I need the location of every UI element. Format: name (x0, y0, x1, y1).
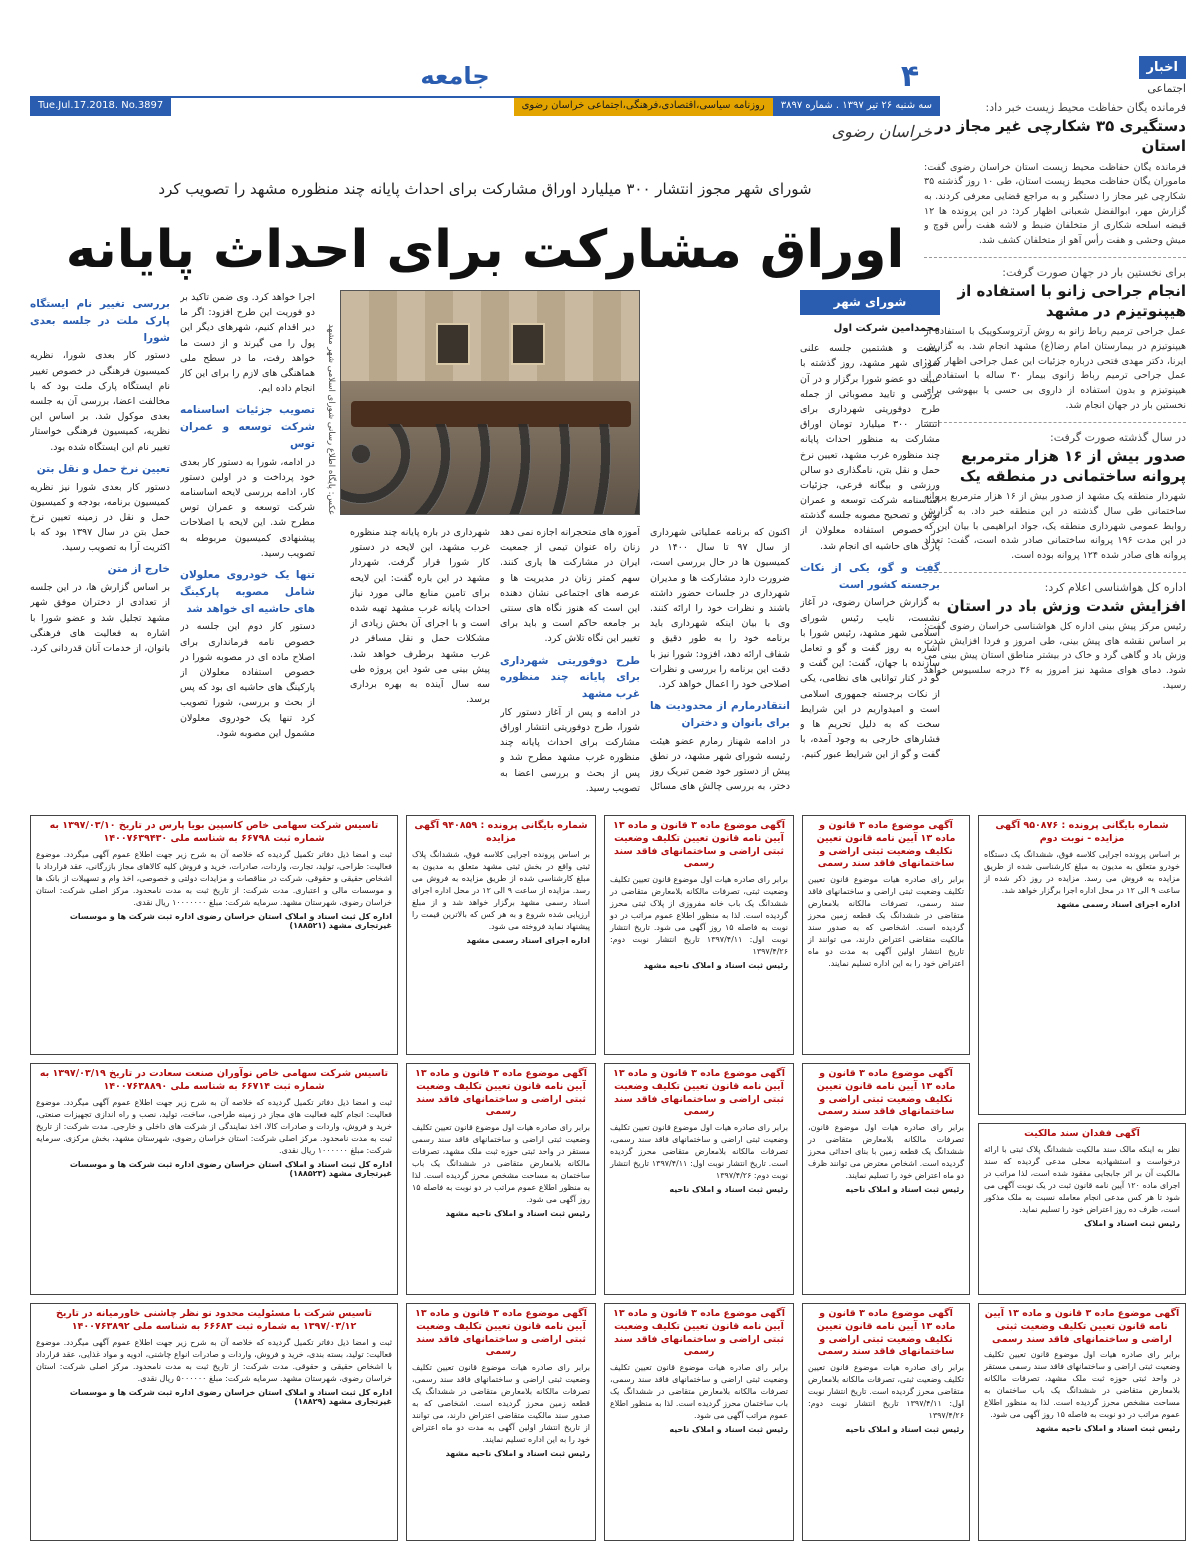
ad-title: تاسیس شرکت با مسئولیت محدود نو نظر چاشنی خاورمیانه در تاریخ ۱۳۹۷/۰۳/۱۲ به شماره ثبت ۶۶۶۸۳ به شناسه ملی ۱۴۰۰۷۶۳۸۹۲ (55, 1308, 372, 1332)
classified-ad (30, 1303, 398, 1541)
news-title: صدور بیش از ۱۶ هزار مترمربع پروانه ساختمانی در منطقه یک (959, 446, 1186, 485)
ad-footer: رئیس ثبت اسناد و املاک ناحیه (845, 1425, 964, 1435)
classified-ad (30, 815, 398, 1055)
side-section-tag: اخبار (1139, 56, 1187, 79)
ad-footer: اداره اجرای اسناد رسمی مشهد (1056, 899, 1180, 909)
classified-ad (604, 815, 794, 1055)
masthead (30, 56, 940, 151)
article-subhead: تنها یک خودروی معلولان شامل مصوبه پارکینگ های حاشیه ای خواهد شد (180, 569, 315, 615)
ad-footer: رئیس ثبت اسناد و املاک ناحیه (845, 1185, 964, 1195)
article-paragraph: به گزارش خراسان رضوی، در آغاز نشست، نایب رئیس شورای اسلامی شهر مشهد، رئیس شورا با اشاره به روز گفت و گو و تعامل سازنده با جهان، گفت: این گفت و گو در کنار توانایی های نظامی، یکی از نکات برجسته جمهوری اسلامی است و امیدواریم در این شرایط سخت که به دلیل تحریم ها و فشارهای خارجی به وجود آمده، با گفت و گو از این شرایط عبور کنیم. (800, 597, 940, 761)
ad-body: برابر رای صادره هیات موضوع قانون تعیین تکلیف وضعیت ثبتی اراضی و ساختمانهای فاقد سند رسمی، تصرفات مالکانه بلامعارض متقاضی در ششدانگ یک باب ساختمان محرز گردیده است. لذا به منظور اطلاع عموم مراتب آگهی می شود. (610, 1363, 788, 1421)
article-paragraph: در ادامه، شورا به دستور کار بعدی خود پرداخت و در اولین دستور کار، ادامه بررسی لایحه اساسنامه شرکت توسعه و عمران توس مطرح شد. این لایحه با اصلاحات پیشنهادی کمیسیون مربوطه به تصویب رسید. (180, 456, 315, 559)
ad-footer: رئیس ثبت اسناد و املاک ناحیه مشهد (643, 961, 788, 971)
article-subhead: تعیین نرخ حمل و نقل بتن (36, 462, 170, 475)
ad-body: برابر رای صادره هیات موضوع قانون تعیین تکلیف وضعیت ثبتی اراضی و ساختمانهای فاقد سند رسمی، تصرفات مالکانه بلامعارض متقاضی در ششدانگ یک قطعه زمین محرز گردیده است. اشخاصی که به صدور سند مالکیت متقاضی اعتراض دارند، می توانند از تاریخ انتشار اولین آگهی به مدت دو ماه اعتراض خود را به این اداره تسلیم نمایند. (412, 1363, 590, 1445)
main-headline: اوراق مشارکت برای احداث پایانه (65, 220, 905, 280)
article-paragraph: بیست و هشتمین جلسه علنی شورای شهر مشهد، روز گذشته با غیبت دو عضو شورا برگزار و در آن بررسی و تایید مصوباتی از جمله طرح دوفوریتی شهرداری برای انتشار ۳۰۰ میلیارد تومان اوراق مشارکت به منظور احداث پایانه چند منظوره غرب مشهد، تعیین نرخ حمل و نقل بتن، نامگذاری دو سالن ورزشی و بیگانه فرعی، جزئیات اساسنامه شرکت توسعه و عمران توس و تصحیح مصوبه جلسه گذشته در خصوص استفاده معلولان از پارک های حاشیه ای انجام شد. (800, 343, 940, 552)
ad-title: آگهی موضوع ماده ۳ قانون و ماده ۱۳ آیین نامه قانون تعیین تکلیف وضعیت ثبتی اراضی و ساختمانهای فاقد سند رسمی (613, 820, 785, 870)
divider (924, 422, 1186, 423)
ad-body: بر اساس پرونده اجرایی کلاسه فوق، ششدانگ پلاک ثبتی واقع در بخش ثبتی مشهد متعلق به مدیون به مبلغ کارشناسی شده از طریق مزایده به فروش می رسد. مزایده از ساعت ۹ الی ۱۲ در محل اداره اجرای اسناد رسمی مشهد برگزار خواهد شد و از مبلغ ارزیابی شده شروع و به هر کس که بالاترین قیمت را پیشنهاد نماید فروخته می شود. (412, 849, 590, 931)
news-kicker: فرمانده یگان حفاظت محیط زیست خبر داد: (985, 101, 1186, 114)
news-kicker: در سال گذشته صورت گرفت: (1050, 430, 1186, 444)
article-subhead: طرح دوفوریتی شهرداری برای پایانه چند منظوره غرب مشهد (500, 654, 640, 701)
photo-portrait (511, 323, 545, 365)
classified-ad (406, 1303, 596, 1541)
classified-ad (604, 1063, 794, 1295)
news-title: دستگیری ۳۵ شکارچی غیر مجاز در استان (934, 117, 1186, 156)
ad-title: آگهی موضوع ماده ۳ قانون و ماده ۱۳ آیین نامه قانون تعیین تکلیف وضعیت ثبتی اراضی و ساختمانهای فاقد سند رسمی (816, 820, 956, 870)
ad-body: بر اساس پرونده اجرایی کلاسه فوق، ششدانگ یک دستگاه خودرو متعلق به مدیون به مبلغ کارشناسی شده از طریق مزایده به فروش می رسد. مزایده در روز ذکر شده از ساعت ۹ الی ۱۲ در محل اداره اجرا برگزار خواهد شد. (984, 849, 1180, 895)
ad-title: آگهی موضوع ماده ۳ قانون و ماده ۱۳ آیین نامه قانون تعیین تکلیف وضعیت ثبتی اراضی و ساختمانهای فاقد سند رسمی (415, 1308, 587, 1358)
news-body: رئیس مرکز پیش بینی اداره کل هواشناسی خراسان رضوی گفت: بر اساس نقشه های پیش بینی، طی امروز و فردا افزایش شدت وزش باد و گاهی گرد و خاک در بیشتر مناطق استان پیش بینی می شود. دمای هوای مشهد نیز امروز به ۳۶ درجه سلسیوس خواهد رسید. (924, 620, 1186, 691)
page-number: ۴ (900, 58, 920, 94)
ad-title: آگهی موضوع ماده ۳ قانون و ماده ۱۳ آیین نامه قانون تعیین تکلیف وضعیت ثبتی اراضی و ساختمانهای فاقد سند رسمی (816, 1308, 956, 1358)
article-paragraph: دستور کار بعدی شورا، نظریه کمیسیون فرهنگی در خصوص تغییر نام ایستگاه پارک ملت بود که با مخالفت اعضا، بررسی آن به جلسه بعدی موکول شد. بر اساس این نظریه، کمیسیون فرهنگی خواستار تغییر نام این ایستگاه شده بود. (30, 350, 170, 453)
headline-kicker: شورای شهر مجوز انتشار ۳۰۰ میلیارد اوراق مشارکت برای احداث پایانه چند منظوره مشهد را تصویب کرد (158, 180, 812, 198)
council-meeting-photo (340, 290, 640, 515)
news-body: عمل جراحی ترمیم رباط زانو به روش آرتروسکوپیک با استفاده از هیپنوتیزم در بیمارستان امام رضا(ع) مشهد انجام شد. به گزارش ایرنا، دکتر مهدی فتحی درباره جزئیات این عمل جراحی اظهار کرد: عمل جراحی ترمیم رباط زانوی بیمار ۳۰ ساله با استفاده از هیپنوتیزم و بدون استفاده از داروی بی حسی یا بیهوشی برای نخستین بار در جهان انجام شد. (924, 326, 1186, 411)
classified-ad (802, 1063, 970, 1295)
classified-ad (978, 815, 1186, 1115)
photo-audience (341, 424, 639, 514)
ad-footer: رئیس ثبت اسناد و املاک ناحیه مشهد (1035, 1424, 1180, 1434)
article-paragraph: شهرداری در باره پایانه چند منظوره غرب مشهد، این لایحه در دستور کار شورا قرار گرفت. شهردار مشهد در این باره گفت: این لایحه برای تامین منابع مالی مورد نیاز احداث پایانه غرب مشهد تهیه شده است و با اجرای آن بخش زیادی از مشکلات حمل و نقل مسافر در غرب مشهد برطرف خواهد شد. پیش بینی می شود این پروژه طی سه سال آینده به بهره برداری برسد. (350, 527, 490, 706)
news-body: فرمانده یگان حفاظت محیط زیست استان خراسان رضوی گفت: ماموران یگان حفاظت محیط زیست استان، طی ۱۰ روز گذشته ۳۵ شکارچی غیر مجاز را دستگیر و به مراجع قضایی معرفی کردند. به گزارش مهر، ابوالفضل شعبانی اظهار کرد: در این پرونده ها ۱۲ قبضه اسلحه شکاری از متخلفان ضبط و لاشه هفت رأس قوچ و میش وحشی و هفت رأس آهو از متخلفان کشف شد. (924, 161, 1186, 247)
ad-footer: رئیس ثبت اسناد و املاک ناحیه مشهد (445, 1449, 590, 1459)
ad-body: برابر رای صادره هیات موضوع قانون تعیین تکلیف وضعیت ثبتی، تصرفات مالکانه بلامعارض متقاضی محرز گردیده است. تاریخ انتشار نوبت اول: ۱۳۹۷/۴/۱۱ تاریخ انتشار نوبت دوم: ۱۳۹۷/۴/۲۶ (808, 1363, 964, 1421)
article-column-6 (30, 290, 170, 795)
classified-ad (406, 815, 596, 1055)
classified-ad (802, 815, 970, 1055)
side-section-subtag: اجتماعی (1147, 82, 1186, 95)
ad-footer: اداره کل ثبت اسناد و املاک استان خراسان رضوی اداره ثبت شرکت ها و موسسات غیرتجاری مشهد (۱۸۸۵۲۱) (69, 911, 392, 930)
article-paragraph: دستور کار بعدی شورا نیز نظریه کمیسیون برنامه، بودجه و کمیسیون حمل و نقل در زمینه تعیین نرخ حمل بتن در سال ۱۳۹۷ بود که با اکثریت آرا به تصویب رسید. (30, 481, 170, 554)
article-paragraph: اجرا خواهد کرد. وی ضمن تاکید بر دو فوریت این طرح افزود: اگر ما دیر اقدام کنیم، شهرهای دیگر این پول را می گیرند و از دست ما خواهد رفت، ما در سطح ملی هماهنگی های لازم را برای این کار انجام داده ایم. (180, 292, 315, 395)
ad-title: آگهی موضوع ماده ۳ قانون و ماده ۱۳ آیین نامه قانون تعیین تکلیف وضعیت ثبتی اراضی و ساختمانهای فاقد سند رسمی (613, 1068, 785, 1118)
article-subhead: تصویب جزئیات اساسنامه شرکت توسعه و عمران توس (180, 404, 315, 450)
classified-ad (978, 1303, 1186, 1541)
ad-footer: رئیس ثبت اسناد و املاک ناحیه (669, 1425, 788, 1435)
ad-title: تاسیس شرکت سهامی خاص نوآوران صنعت سعادت در تاریخ ۱۳۹۷/۰۳/۱۹ به شماره ثبت ۶۶۷۱۴ به شناسه ملی ۱۴۰۰۷۶۳۸۸۹۰ (39, 1068, 389, 1092)
article-column-3 (500, 525, 640, 795)
article-subhead: بررسی تغییر نام ایستگاه پارک ملت در جلسه بعدی شورا (30, 298, 170, 344)
ad-footer: اداره کل ثبت اسناد و املاک استان خراسان رضوی اداره ثبت شرکت ها و موسسات غیرتجاری مشهد (۱۸۸۲۹) (69, 1387, 392, 1406)
ad-body: برابر رای صادره هیات اول موضوع قانون تعیین تکلیف وضعیت ثبتی اراضی و ساختمانهای فاقد سند رسمی مستقر در واحد ثبتی حوزه ثبت ملک مشهد، تصرفات مالکانه بلامعارض متقاضی در ششدانگ یک باب ساختمان به مساحت مشخص محرز گردیده است. لذا به منظور اطلاع عموم مراتب در دو نوبت به فاصله ۱۵ روز آگهی می شود. (984, 1350, 1180, 1420)
news-kicker: اداره کل هواشناسی اعلام کرد: (1044, 580, 1186, 594)
ad-title: آگهی موضوع ماده ۳ قانون و ماده ۱۳ آیین نامه قانون تعیین تکلیف وضعیت ثبتی اراضی و ساختمانهای فاقد سند رسمی (816, 1068, 956, 1118)
ad-footer: رئیس ثبت اسناد و املاک (1084, 1218, 1180, 1228)
ad-footer: اداره کل ثبت اسناد و املاک استان خراسان رضوی اداره ثبت شرکت ها و موسسات غیرتجاری مشهد (۱۸۸۵۲۳) (69, 1159, 392, 1178)
article-byline: محمدامین شرکت اول (833, 323, 940, 335)
divider (924, 572, 1186, 573)
main-article (30, 290, 940, 795)
article-subhead: گفت و گو، یکی از نکات برجسته کشور است (800, 561, 940, 591)
photo-wall (341, 291, 639, 381)
news-kicker: برای نخستین بار در جهان صورت گرفت: (1002, 265, 1186, 279)
photo-portrait (436, 323, 470, 365)
article-paragraph: در ادامه و پس از آغاز دستور کار شورا، طرح دوفوریتی انتشار اوراق مشارکت برای احداث پایانه چند منظوره غرب مشهد مطرح شد و پس از بحث و بررسی اعضا به تصویب رسید. (500, 706, 640, 794)
masthead-bar (30, 98, 940, 116)
article-column-5 (180, 290, 315, 795)
ad-title: آگهی فقدان سند مالکیت (1024, 1128, 1140, 1139)
article-paragraph: در ادامه شهناز رمارم عضو هیئت رئیسه شورای شهر مشهد، در نطق پیش از دستور خود ضمن تبریک روز دختر، به بررسی چالش های مسائل (650, 735, 790, 793)
article-paragraph: آموزه های متحجرانه اجازه نمی دهد زنان راه عنوان تیمی از جمعیت ایران در مشارکت ها یاری کنند. سهم کمتر زنان در مدیریت ها و عرصه های اجتماعی نشان دهنده این است که هنوز نگاه های سنتی بر جامعه حاکم است و باید برای تغییر این نگاه تلاش کرد. (500, 527, 640, 645)
news-title: افزایش شدت وزش باد در استان (946, 596, 1186, 615)
ad-title: شماره بایگانی پرونده : ۹۴۰۸۵۹ آگهی مزایده (414, 820, 588, 844)
classified-ad (30, 1063, 398, 1295)
ad-footer: اداره اجرای اسناد رسمی مشهد (466, 935, 590, 945)
article-paragraph: دستور کار دوم این جلسه در خصوص نامه فرمانداری برای اصلاح ماده ای در مصوبه شورا در خصوص استفاده معلولان از پارکینگ های حاشیه ای بود که پس از بحث و بررسی، شورا تصویب کرد تنها یک خودروی معلولان مشمول این مصوبه شود. (180, 621, 315, 739)
ad-body: ثبت و امضا ذیل دفاتر تکمیل گردیده که خلاصه آن به شرح زیر جهت اطلاع عموم آگهی میگردد. موضوع فعالیت: طراحی، تولید، تجارت، واردات، صادرات، خرید و فروش کلیه کالاهای مجاز بازرگانی، عقد قرارداد با اشخاص حقیقی و حقوقی، شرکت در مناقصات و مزایدات دولتی و خصوصی، اخذ وام و تسهیلات از بانک ها و موسسات مالی و اعتباری. مدت شرکت: از تاریخ ثبت به مدت نامحدود. مرکز اصلی شرکت: استان خراسان رضوی، شهرستان مشهد. سرمایه شرکت: مبلغ ۱۰۰۰۰۰۰۰ ریال نقدی. (36, 849, 392, 907)
divider (924, 257, 1186, 258)
ad-body: برابر رای صادره هیات موضوع قانون تعیین تکلیف وضعیت ثبتی اراضی و ساختمانهای فاقد سند رسمی، تصرفات مالکانه بلامعارض متقاضی در ششدانگ یک قطعه زمین محرز گردیده است. اشخاصی که به صدور سند مالکیت متقاضی اعتراض دارند، می توانند از تاریخ انتشار اولین آگهی به مدت دو ماه اعتراض خود را به این اداره تسلیم نمایند. (808, 875, 964, 969)
ad-body: نظر به اینکه مالک سند مالکیت ششدانگ پلاک ثبتی با ارائه درخواست و استشهادیه محلی مدعی گردیده که سند مالکیت آن بر اثر جابجایی مفقود شده است، لذا مراتب در اجرای ماده ۱۲۰ آیین نامه قانون ثبت در یک نوبت آگهی می شود تا هر کس مدعی انجام معامله نسبت به ملک مذکور است، ظرف ده روز اعتراض خود را تسلیم نماید. (984, 1144, 1180, 1214)
classified-ad (406, 1063, 596, 1295)
ad-body: برابر رای صادره هیات اول موضوع قانون تعیین تکلیف وضعیت ثبتی، تصرفات مالکانه بلامعارض متقاضی در ششدانگ یک باب خانه مفروزی از پلاک ثبتی محرز گردیده است. لذا به منظور اطلاع عموم مراتب در دو نوبت به فاصله ۱۵ روز آگهی می شود. تاریخ انتشار نوبت اول: ۱۳۹۷/۴/۱۱ تاریخ انتشار نوبت دوم: ۱۳۹۷/۴/۲۶ (610, 875, 788, 957)
ad-title: آگهی موضوع ماده ۳ قانون و ماده ۱۳ آیین نامه قانون تعیین تکلیف وضعیت ثبتی اراضی و ساختمانهای فاقد سند رسمی (984, 1308, 1180, 1345)
ad-title: آگهی موضوع ماده ۳ قانون و ماده ۱۳ آیین نامه قانون تعیین تکلیف وضعیت ثبتی اراضی و ساختمانهای فاقد سند رسمی (613, 1308, 785, 1358)
section-title: جامعه (420, 62, 490, 90)
ad-footer: رئیس ثبت اسناد و املاک ناحیه (669, 1185, 788, 1195)
article-subhead: انتقادرمارم از محدودیت ها برای بانوان و دختران (650, 700, 790, 729)
classified-ad (604, 1303, 794, 1541)
article-subhead: خارج از متن (107, 563, 170, 576)
classified-ad (802, 1303, 970, 1541)
article-section-tag: شورای شهر (800, 290, 940, 315)
ad-footer: رئیس ثبت اسناد و املاک ناحیه مشهد (445, 1209, 590, 1219)
masthead-top (30, 56, 940, 98)
side-news-column (924, 56, 1186, 811)
news-body: شهردار منطقه یک مشهد از صدور بیش از ۱۶ هزار مترمربع پروانه ساختمانی طی سال گذشته در این منطقه خبر داد. به گزارش روابط عمومی شهرداری منطقه یک، جواد ابراهیمی با بیان این که در این مدت ۱۹۶ پروانه ساختمانی صادر شده است، گفت: تعداد پروانه های صادر شده ۱۲۴ پروانه بوده است. (924, 491, 1186, 561)
issue-date: سه شنبه ۲۶ تیر ۱۳۹۷ . شماره ۳۸۹۷ (773, 98, 940, 116)
ad-body: برابر رای صادره هیات اول موضوع قانون تعیین تکلیف وضعیت ثبتی اراضی و ساختمانهای فاقد سند رسمی، تصرفات مالکانه بلامعارض متقاضی محرز گردیده است. تاریخ انتشار نوبت اول: ۱۳۹۷/۴/۱۱ تاریخ انتشار نوبت دوم: ۱۳۹۷/۴/۲۶ (610, 1123, 788, 1181)
article-paragraph: بر اساس گزارش ها، در این جلسه از تعدادی از دختران موفق شهر مشهد تجلیل شد و عضو شورا با اشاره به فعالیت های فرهنگی بانوان، از خدمات آنان قدردانی کرد. (30, 582, 170, 654)
article-column-2 (650, 525, 790, 795)
ad-title: آگهی موضوع ماده ۳ قانون و ماده ۱۳ آیین نامه قانون تعیین تکلیف وضعیت ثبتی اراضی و ساختمانهای فاقد سند رسمی (415, 1068, 587, 1118)
ad-body: ثبت و امضا ذیل دفاتر تکمیل گردیده که خلاصه آن به شرح زیر جهت اطلاع عموم آگهی میگردد. موضوع فعالیت: انجام کلیه فعالیت های مجاز در زمینه طراحی، ساخت، تولید، نصب و راه اندازی تجهیزات صنعتی، خرید و فروش، واردات و صادرات کالا، اخذ نمایندگی از شرکت های داخلی و خارجی. مدت شرکت: از تاریخ ثبت به مدت نامحدود. مرکز اصلی شرکت: استان خراسان رضوی، شهرستان مشهد، بخش مرکزی. سرمایه شرکت: مبلغ ۱۰۰۰۰۰۰ ریال نقدی. (36, 1097, 392, 1155)
ad-body: برابر رای صادره هیات اول موضوع قانون، تصرفات مالکانه بلامعارض متقاضی در ششدانگ یک قطعه زمین با بنای احداثی محرز گردیده است. اشخاص معترض می توانند ظرف دو ماه اعتراض خود را تسلیم نمایند. (808, 1123, 964, 1181)
article-paragraph: اکنون که برنامه عملیاتی شهرداری از سال ۹۷ تا سال ۱۴۰۰ در کمیسیون ها در حال بررسی است، ضرورت دارد مشارکت ها و مدیران شهرداری در جلسات حضور داشته باشند و نظرات خود را ارائه کنند. وی با بیان اینکه شهرداری باید برنامه خود را به طور دقیق و شفاف ارائه دهد، افزود: شورا نیز با دقت این برنامه را بررسی و نظرات اصلاحی خود را اعمال خواهد کرد. (650, 527, 790, 690)
photo-caption: عکس: پایگاه اطلاع رسانی شورای اسلامی شهر مشهد (326, 323, 336, 515)
ad-title: تاسیس شرکت سهامی خاص کاسپین بویا پارس در تاریخ ۱۳۹۷/۰۳/۱۰ به شماره ثبت ۶۶۷۹۸ به شناسه ملی ۱۴۰۰۷۶۳۹۴۳۰ (49, 820, 379, 844)
classified-ads (30, 815, 1186, 1545)
ad-body: ثبت و امضا ذیل دفاتر تکمیل گردیده که خلاصه آن به شرح زیر جهت اطلاع عموم آگهی میگردد. موضوع فعالیت: تولید، بسته بندی، خرید و فروش، واردات و صادرات انواع چاشنی، ادویه و مواد غذایی، عقد قرارداد با اشخاص حقیقی و حقوقی. مدت شرکت: از تاریخ ثبت به مدت نامحدود. مرکز اصلی شرکت: استان خراسان رضوی، شهرستان مشهد. سرمایه شرکت: مبلغ ۵۰۰۰۰۰۰ ریال نقدی. (36, 1337, 392, 1383)
article-column-4 (350, 525, 490, 795)
paper-description: روزنامه سیاسی،اقتصادی،فرهنگی،اجتماعی خراسان رضوی (514, 98, 773, 116)
paper-logo: خراسان رضوی (831, 122, 932, 141)
ad-body: برابر رای صادره هیات اول موضوع قانون تعیین تکلیف وضعیت ثبتی اراضی و ساختمانهای فاقد سند رسمی مستقر در واحد ثبتی حوزه ثبت ملک مشهد، تصرفات مالکانه بلامعارض متقاضی در ششدانگ یک باب ساختمان به مساحت مشخص محرز گردیده است. لذا به منظور اطلاع عموم مراتب در دو نوبت به فاصله ۱۵ روز آگهی می شود. (412, 1123, 590, 1205)
news-title: انجام جراحی زانو با استفاده از هیپنوتیزم در مشهد (957, 281, 1186, 321)
ad-title: شماره بایگانی پرونده : ۹۵۰۸۷۶ آگهی مزایده - نوبت دوم (995, 820, 1169, 844)
article-column-1 (800, 290, 940, 795)
classified-ad (978, 1123, 1186, 1295)
latin-date: Tue.Jul.17.2018. No.3897 (30, 98, 171, 116)
